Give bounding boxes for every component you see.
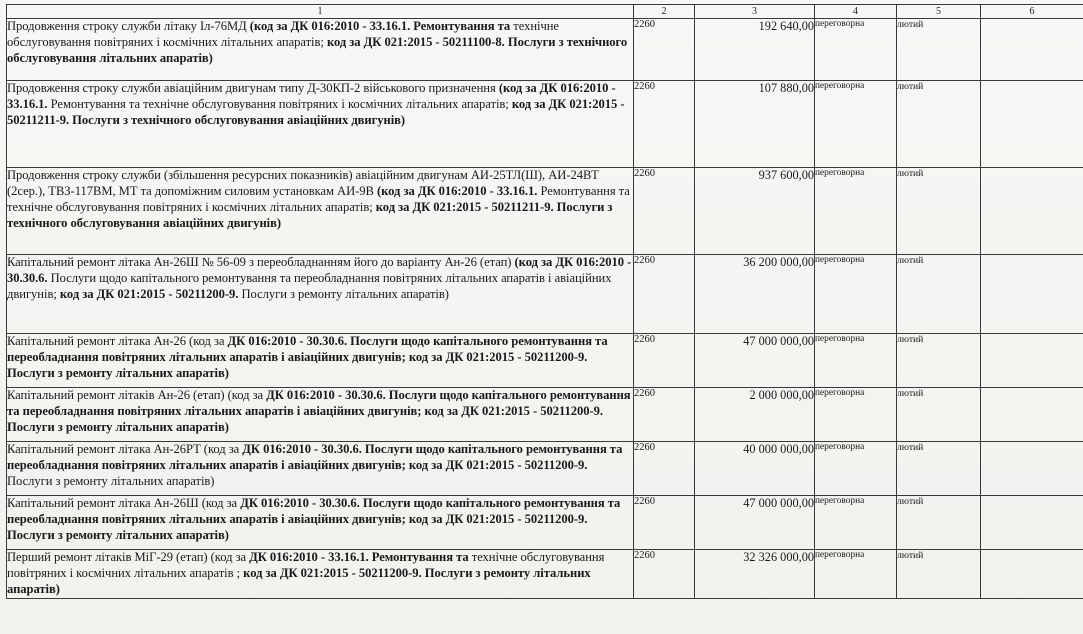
table-body (7, 19, 1083, 599)
start-month: лютий (897, 442, 981, 496)
start-month: лютий (897, 550, 981, 599)
description-bold-part: (код за ДК 016:2010 - 33.16.1. (376, 183, 541, 198)
description-bold-part: (код за ДК 016:2010 - 30.30.6. (7, 255, 632, 285)
budget-code: 2260 (634, 388, 695, 442)
description-part: Перший ремонт літаків МіГ-29 (етап) (код за (7, 550, 250, 564)
description-bold-part: код за ДК 021:2015 - 50211200-9. (59, 286, 242, 301)
start-month: лютий (897, 334, 981, 388)
budget-code: 2260 (634, 550, 695, 599)
table-row (7, 550, 1083, 599)
column-number: 5 (897, 5, 981, 19)
table-row (7, 334, 1083, 388)
table-row (7, 168, 1083, 255)
column-number-row (7, 5, 1083, 19)
procurement-procedure: переговорна (815, 550, 897, 599)
notes (981, 255, 1083, 334)
notes (981, 388, 1083, 442)
description-part: Послуги з ремонту літальних апаратів) (241, 286, 449, 301)
table-row (7, 496, 1083, 550)
column-number: 3 (695, 5, 815, 19)
procurement-procedure: переговорна (815, 334, 897, 388)
description-part: Капітальний ремонт літака Ан-26Ш № 56-09 з переобладнанням його до варіанту Ан-26 (етап) (7, 255, 515, 269)
description-bold-part: ДК 016:2010 - 30.30.6. Послуги щодо капітального ремонтування та переобладнання повітряних літальних апаратів і авіаційних двигунів; код за ДК 021:2015 - 50211200-9. Послуги з ремонту літальних апаратів) (7, 388, 631, 434)
notes (981, 19, 1083, 81)
expected-cost: 32 326 000,00 (695, 550, 815, 599)
expected-cost: 47 000 000,00 (695, 334, 815, 388)
subject-description (7, 255, 634, 334)
description-bold-part: ДК 016:2010 - 30.30.6. Послуги щодо капітального ремонтування та переобладнання повітряних літальних апаратів і авіаційних двигунів; код за ДК 021:2015 - 50211200-9. Послуги з ремонту літальних апаратів) (7, 334, 608, 380)
description-bold-part: код за ДК 021:2015 - 50211100-8. Послуги з технічного обслуговування літальних апаратів) (7, 34, 628, 65)
notes (981, 81, 1083, 168)
subject-description (7, 496, 634, 550)
procurement-procedure: переговорна (815, 255, 897, 334)
column-number: 4 (815, 5, 897, 19)
budget-code: 2260 (634, 255, 695, 334)
expected-cost: 47 000 000,00 (695, 496, 815, 550)
description-part: технічне обслуговування повітряних і космічних літальних апаратів; (7, 19, 559, 49)
table-row (7, 255, 1083, 334)
table-row (7, 442, 1083, 496)
description-bold-part: код за ДК 021:2015 - 50211211-9. Послуги з технічного обслуговування авіаційних двигунів) (7, 96, 625, 127)
budget-code: 2260 (634, 81, 695, 168)
description-part: технічне обслуговування повітряних і космічних літальних апаратів ; (7, 550, 605, 580)
subject-description (7, 168, 634, 255)
description-part: Капітальний ремонт літака Ан-26 (код за (7, 334, 228, 348)
column-number: 1 (7, 5, 634, 19)
description-bold-part: (код за ДК 016:2010 - 33.16.1. (7, 81, 616, 111)
start-month: лютий (897, 19, 981, 81)
start-month: лютий (897, 81, 981, 168)
subject-description (7, 550, 634, 599)
description-part: Послуги щодо капітального ремонтування та переобладнання повітряних літальних апаратів і авіаційних двигунів; (7, 270, 612, 301)
description-bold-part: ДК 016:2010 - 30.30.6. Послуги щодо капітального ремонтування та переобладнання повітряних літальних апаратів і авіаційних двигунів; код за ДК 021:2015 - 50211200-9. Послуги з ремонту літальних апаратів) (7, 496, 621, 542)
subject-description (7, 81, 634, 168)
notes (981, 550, 1083, 599)
start-month: лютий (897, 255, 981, 334)
description-bold-part: код за ДК 021:2015 - 50211211-9. Послуги з технічного обслуговування авіаційних двигунів) (7, 199, 613, 230)
notes (981, 168, 1083, 255)
start-month: лютий (897, 168, 981, 255)
expected-cost: 40 000 000,00 (695, 442, 815, 496)
notes (981, 442, 1083, 496)
column-number: 2 (634, 5, 695, 19)
procurement-plan-table (6, 4, 1083, 599)
description-part: Капітальний ремонт літака Ан-26РТ (код за (7, 442, 243, 456)
start-month: лютий (897, 388, 981, 442)
notes (981, 496, 1083, 550)
procurement-procedure: переговорна (815, 168, 897, 255)
description-part: Продовження строку служби літаку Іл-76МД (7, 19, 250, 33)
expected-cost: 36 200 000,00 (695, 255, 815, 334)
table-row (7, 81, 1083, 168)
subject-description (7, 19, 634, 81)
description-bold-part: (код за ДК 016:2010 - 33.16.1. Ремонтування та (249, 19, 511, 33)
budget-code: 2260 (634, 496, 695, 550)
procurement-procedure: переговорна (815, 19, 897, 81)
description-part: Послуги з ремонту літальних апаратів) (7, 473, 215, 488)
column-number: 6 (981, 5, 1083, 19)
procurement-procedure: переговорна (815, 388, 897, 442)
procurement-procedure: переговорна (815, 496, 897, 550)
budget-code: 2260 (634, 168, 695, 255)
subject-description (7, 388, 634, 442)
notes (981, 334, 1083, 388)
description-bold-part: код за ДК 021:2015 - 50211200-9. Послуги з ремонту літальних апаратів) (7, 565, 591, 596)
description-part: Капітальний ремонт літаків Ан-26 (етап) (код за (7, 388, 267, 402)
start-month: лютий (897, 496, 981, 550)
expected-cost: 107 880,00 (695, 81, 815, 168)
description-part: Продовження строку служби (збільшення ресурсних показників) авіаційним двигунам АИ-25ТЛ(Ш), АИ-24ВТ (2сер.), ТВЗ-117ВМ, МТ та допоміжним силовим установкам АИ-9В (7, 168, 599, 198)
description-bold-part: ДК 016:2010 - 33.16.1. Ремонтування та (249, 550, 472, 564)
subject-description (7, 334, 634, 388)
budget-code: 2260 (634, 442, 695, 496)
subject-description (7, 442, 634, 496)
expected-cost: 2 000 000,00 (695, 388, 815, 442)
description-part: Ремонтування та технічне обслуговування повітряних і космічних літальних апаратів; (50, 96, 512, 111)
budget-code: 2260 (634, 334, 695, 388)
expected-cost: 192 640,00 (695, 19, 815, 81)
procurement-procedure: переговорна (815, 442, 897, 496)
budget-code: 2260 (634, 19, 695, 81)
table-row (7, 388, 1083, 442)
table-row (7, 19, 1083, 81)
description-part: Капітальний ремонт літака Ан-26Ш (код за (7, 496, 241, 510)
procurement-procedure: переговорна (815, 81, 897, 168)
description-part: Ремонтування та технічне обслуговування повітряних і космічних літальних апаратів; (7, 183, 630, 214)
description-bold-part: ДК 016:2010 - 30.30.6. Послуги щодо капітального ремонтування та переобладнання повітряних літальних апаратів і авіаційних двигунів; код за ДК 021:2015 - 50211200-9. (7, 442, 623, 472)
expected-cost: 937 600,00 (695, 168, 815, 255)
description-part: Продовження строку служби авіаційним двигунам типу Д-30КП-2 військового призначення (7, 81, 499, 95)
